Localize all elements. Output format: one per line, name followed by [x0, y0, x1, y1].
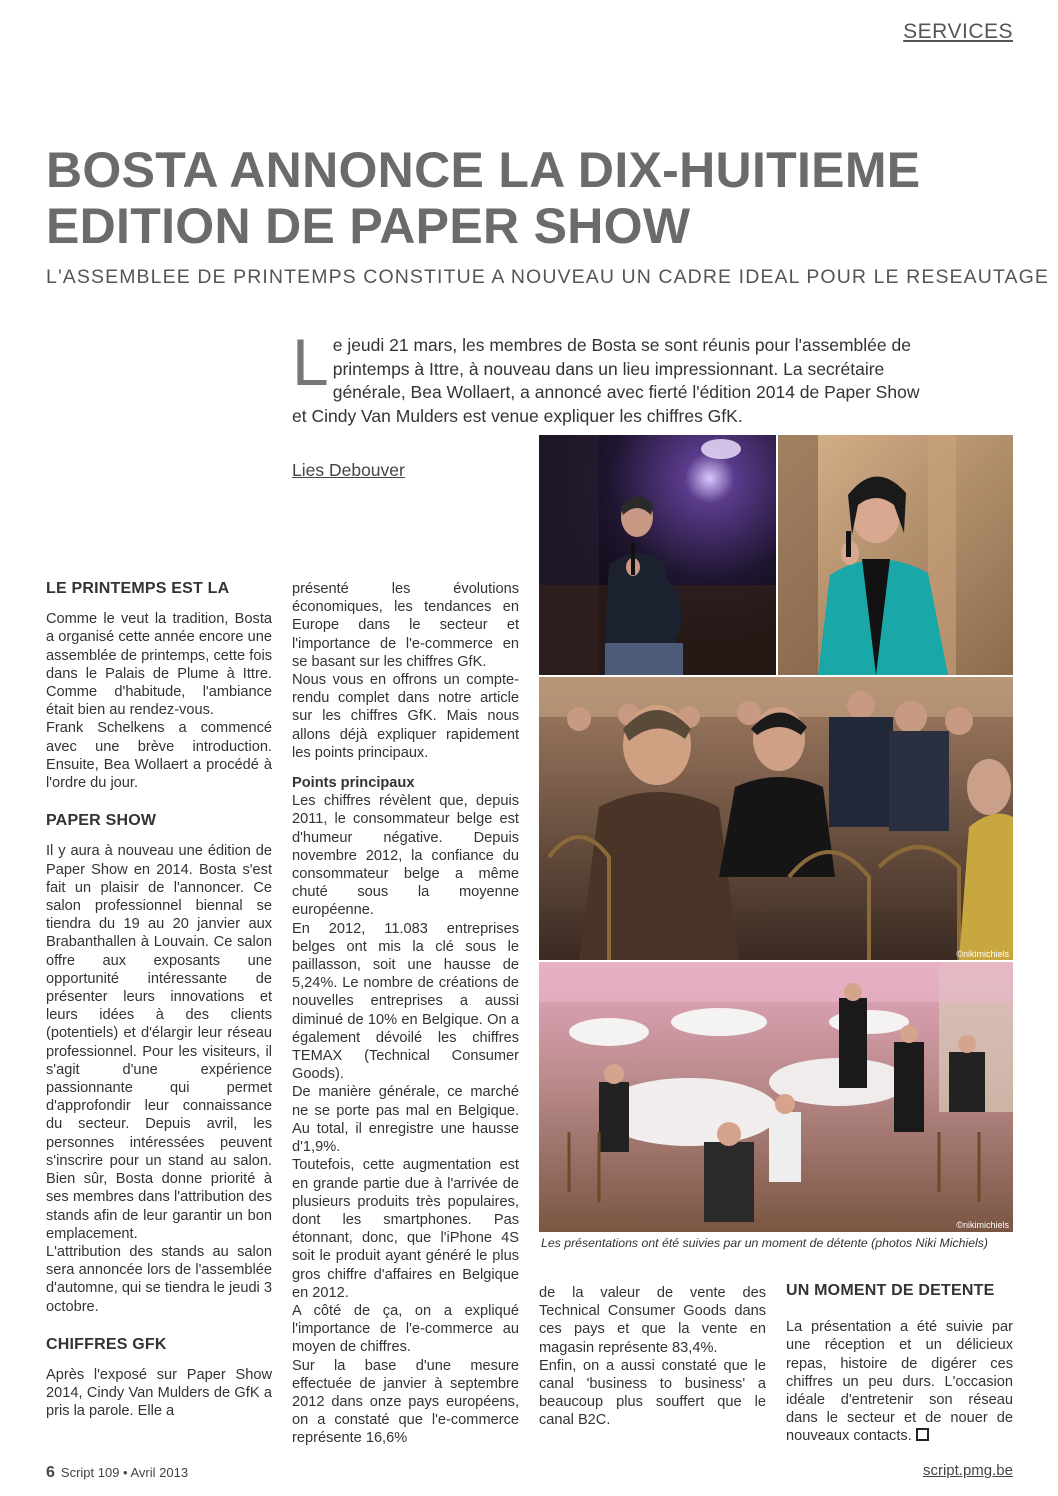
col2-p2: Nous vous en offrons un compte-rendu complet dans notre article sur les chiffres GfK. Mais nous allons déjà expliquer rapidement les points principaux. — [292, 672, 519, 761]
col1-p1: Comme le veut la tradition, Bosta a organisé cette année encore une assemblée de printemps, cette fois dans le Palais de Plume à Ittre. Comme d'habitude, l'ambiance était bien au rendez-vous. — [46, 611, 272, 719]
photo-speaker-2-image — [778, 435, 1013, 675]
col3-p2: Enfin, on a aussi constaté que le canal 'business to business' a beaucoup plus souffert que le canal B2C. — [539, 1357, 766, 1429]
col3-p1: de la valeur de vente des Technical Consumer Goods dans ces pays et que la vente en magasin représente 83,4%. — [539, 1285, 766, 1356]
page-number: 6 — [46, 1464, 55, 1481]
col2-p5: De manière générale, ce marché ne se porte pas mal en Belgique. Au total, il enregistre une hausse d'1,9%. — [292, 1084, 519, 1156]
lead-text: e jeudi 21 mars, les membres de Bosta se sont réunis pour l'assemblée de printemps à Ittre, à nouveau dans un lieu impressionnant. La secrétaire générale, Bea Wollaert, a annoncé avec fierté l'édition 2014 de Paper Show et Cindy Van Mulders est venue expliquer les chiffres GfK. — [292, 335, 920, 426]
photo-credit-2: ©nikimichiels — [956, 1220, 1009, 1230]
footer-issue — [46, 1464, 188, 1482]
col2-p3: Les chiffres révèlent que, depuis 2011, le consommateur belge est d'humeur négative. Depuis novembre 2012, la confiance du consommateur belge a même chuté sous la moyenne européenne. — [292, 793, 519, 919]
col1-p2: Frank Schelkens a commencé avec une brève introduction. Ensuite, Bea Wollaert a procédé à l'ordre du jour. — [46, 720, 272, 792]
col1-p3: Il y aura à nouveau une édition de Paper Show en 2014. Bosta s'est fait un plaisir de l'annoncer. Ce salon professionnel biennal se tiendra du 19 au 20 janvier aux Brabanthallen à Louvain. Ce salon offre aux exposants une opportunité intéressante de présenter leurs innovations et leurs idées à des clients (potentiels) et d'élargir leur réseau professionnel. Pour les visiteurs, il s'agit d'une expérience passionnante qui permet d'approfondir leur connaissance du secteur. Depuis avril, les personnes intéressées peuvent s'inscrire pour un stand au salon. Bien sûr, Bosta donne priorité à ses membres dans l'attribution des stands afin de leur garantir un bon emplacement. — [46, 843, 272, 1242]
photo-speaker-1 — [539, 435, 776, 675]
photo-audience — [539, 677, 1013, 960]
col1-p5: Après l'exposé sur Paper Show 2014, Cindy Van Mulders de GfK a pris la parole. Elle a — [46, 1366, 272, 1420]
website-link[interactable]: script.pmg.be — [922, 1462, 1013, 1479]
title-line-2: EDITION DE PAPER SHOW — [46, 198, 691, 254]
photo-speaker-1-image — [539, 435, 776, 675]
col4-p1 — [786, 1318, 1013, 1445]
column-4 — [786, 1282, 1013, 1446]
drop-cap: L — [292, 325, 329, 399]
col2-p1: présenté les évolutions économiques, les tendances en Europe dans le secteur et l'importance de l'e-commerce en se basant sur les chiffres GfK. — [292, 581, 519, 670]
article-subtitle: L'ASSEMBLEE DE PRINTEMPS CONSTITUE A NOUVEAU UN CADRE IDEAL POUR LE RESEAUTAGE — [46, 266, 1049, 288]
col2-p8: Sur la base d'une mesure effectuée de janvier à septembre 2012 dans onze pays européens, on a constaté que l'e-commerce représente 16,6% — [292, 1357, 519, 1447]
heading-points-principaux: Points principaux — [292, 775, 415, 792]
lead-paragraph — [292, 325, 932, 428]
heading-printemps: LE PRINTEMPS EST LA — [46, 580, 230, 597]
col2-p4: En 2012, 11.083 entreprises belges ont mis la clé sous le paillasson, soit une hausse de 5,24%. Le nombre de créations de nouvelles entreprises a aussi diminué de 10% en Belgique. On a également dévoilé les chiffres TEMAX (Technical Consumer Goods). — [292, 920, 519, 1083]
article-title — [46, 142, 946, 254]
col2-p6: Toutefois, cette augmentation est en grande partie due à l'arrivée de plusieurs produits très populaires, dont les smartphones. Pas étonnant, donc, que l'iPhone 4S soit le produit ayant généré le plus gros chiffre d'affaires en Belgique en 2012. — [292, 1157, 519, 1301]
heading-detente: UN MOMENT DE DETENTE — [786, 1282, 995, 1299]
section-tag: SERVICES — [903, 20, 1013, 43]
column-1 — [46, 580, 272, 1421]
photo-dinner-image — [539, 962, 1013, 1232]
photo-dinner — [539, 962, 1013, 1232]
column-3 — [539, 1284, 766, 1430]
issue-info: Script 109 • Avril 2013 — [60, 1465, 189, 1480]
heading-paper-show: PAPER SHOW — [46, 812, 157, 830]
photo-caption: Les présentations ont été suivies par un moment de détente (photos Niki Michiels) — [541, 1236, 989, 1250]
heading-chiffres-gfk: CHIFFRES GFK — [46, 1335, 167, 1353]
author-byline: Lies Debouver — [292, 460, 405, 480]
photo-audience-image — [539, 677, 1013, 960]
photo-speaker-2 — [778, 435, 1013, 675]
col4-p1-text: La présentation a été suivie par une réception et un délicieux repas, histoire de digérer ces chiffres un peu durs. L'occasion idéale d'entretenir son réseau dans le secteur et de nouer de nouveaux contacts. — [786, 1319, 1013, 1445]
column-2 — [292, 580, 519, 1448]
title-line-1: BOSTA ANNONCE LA DIX-HUITIEME — [46, 142, 921, 198]
col1-p4: L'attribution des stands au salon sera annoncée lors de l'assemblée d'automne, qui se tiendra le jeudi 3 octobre. — [46, 1243, 272, 1315]
col2-p7: A côté de ça, on a expliqué l'importance de l'e-commerce au moyen de chiffres. — [292, 1302, 519, 1356]
photo-credit-1: ©nikimichiels — [956, 949, 1009, 959]
end-mark-icon — [916, 1428, 929, 1441]
